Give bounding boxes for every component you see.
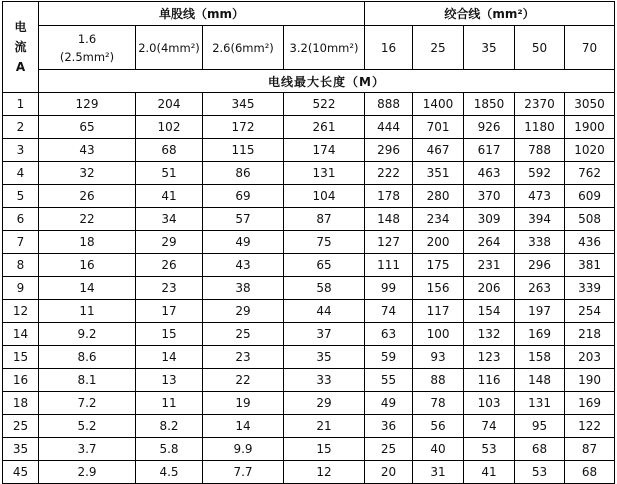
length-cell: 7.7	[203, 461, 284, 484]
length-cell: 701	[413, 116, 464, 139]
length-cell: 154	[464, 300, 515, 323]
length-cell: 19	[203, 392, 284, 415]
length-cell: 174	[284, 139, 365, 162]
length-cell: 9.2	[39, 323, 136, 346]
stranded-size-header: 70	[565, 26, 615, 70]
length-cell: 102	[136, 116, 203, 139]
length-cell: 5.8	[136, 438, 203, 461]
length-cell: 20	[365, 461, 413, 484]
single-size-header: 3.2(10mm²)	[284, 26, 365, 70]
current-value-cell: 7	[3, 231, 39, 254]
length-cell: 197	[515, 300, 565, 323]
length-cell: 34	[136, 208, 203, 231]
current-value-cell: 25	[3, 415, 39, 438]
length-cell: 7.2	[39, 392, 136, 415]
length-cell: 463	[464, 162, 515, 185]
table-row	[3, 93, 615, 116]
stranded-size-header: 35	[464, 26, 515, 70]
length-cell: 22	[39, 208, 136, 231]
current-value-cell: 5	[3, 185, 39, 208]
current-value-cell: 16	[3, 369, 39, 392]
max-length-band: 电线最大长度（M）	[39, 70, 615, 93]
table-row	[3, 231, 615, 254]
length-cell: 95	[515, 415, 565, 438]
length-cell: 156	[413, 277, 464, 300]
length-cell: 29	[203, 300, 284, 323]
length-cell: 111	[365, 254, 413, 277]
length-cell: 16	[39, 254, 136, 277]
length-cell: 116	[464, 369, 515, 392]
length-cell: 231	[464, 254, 515, 277]
length-cell: 56	[413, 415, 464, 438]
length-cell: 190	[565, 369, 615, 392]
length-cell: 123	[464, 346, 515, 369]
length-cell: 370	[464, 185, 515, 208]
length-cell: 15	[284, 438, 365, 461]
length-cell: 169	[565, 392, 615, 415]
length-cell: 88	[413, 369, 464, 392]
length-cell: 99	[365, 277, 413, 300]
length-cell: 26	[39, 185, 136, 208]
length-cell: 1850	[464, 93, 515, 116]
current-value-cell: 12	[3, 300, 39, 323]
length-cell: 394	[515, 208, 565, 231]
length-cell: 40	[413, 438, 464, 461]
length-cell: 15	[136, 323, 203, 346]
length-cell: 100	[413, 323, 464, 346]
length-cell: 131	[284, 162, 365, 185]
length-cell: 74	[365, 300, 413, 323]
length-cell: 218	[565, 323, 615, 346]
length-cell: 33	[284, 369, 365, 392]
length-cell: 25	[365, 438, 413, 461]
length-cell: 93	[413, 346, 464, 369]
length-cell: 43	[203, 254, 284, 277]
current-value-cell: 18	[3, 392, 39, 415]
length-cell: 31	[413, 461, 464, 484]
length-cell: 65	[39, 116, 136, 139]
length-cell: 129	[39, 93, 136, 116]
table-row	[3, 369, 615, 392]
length-cell: 23	[203, 346, 284, 369]
length-cell: 21	[284, 415, 365, 438]
length-cell: 172	[203, 116, 284, 139]
length-cell: 3.7	[39, 438, 136, 461]
length-cell: 131	[515, 392, 565, 415]
length-cell: 63	[365, 323, 413, 346]
length-cell: 296	[365, 139, 413, 162]
table-row	[3, 392, 615, 415]
length-cell: 55	[365, 369, 413, 392]
length-cell: 338	[515, 231, 565, 254]
length-cell: 351	[413, 162, 464, 185]
length-cell: 592	[515, 162, 565, 185]
length-cell: 5.2	[39, 415, 136, 438]
length-cell: 234	[413, 208, 464, 231]
length-cell: 74	[464, 415, 515, 438]
current-value-cell: 8	[3, 254, 39, 277]
current-value-cell: 45	[3, 461, 39, 484]
length-cell: 32	[39, 162, 136, 185]
wire-length-table	[2, 1, 615, 484]
length-cell: 264	[464, 231, 515, 254]
length-cell: 37	[284, 323, 365, 346]
length-cell: 1900	[565, 116, 615, 139]
stranded-header: 绞合线（mm²）	[365, 2, 615, 26]
length-cell: 58	[284, 277, 365, 300]
length-cell: 115	[203, 139, 284, 162]
length-cell: 473	[515, 185, 565, 208]
length-cell: 467	[413, 139, 464, 162]
length-cell: 104	[284, 185, 365, 208]
length-cell: 13	[136, 369, 203, 392]
table-row	[3, 162, 615, 185]
table-row	[3, 139, 615, 162]
table-row	[3, 277, 615, 300]
current-value-cell: 15	[3, 346, 39, 369]
length-cell: 29	[284, 392, 365, 415]
length-cell: 206	[464, 277, 515, 300]
length-cell: 926	[464, 116, 515, 139]
length-cell: 17	[136, 300, 203, 323]
table-row	[3, 208, 615, 231]
length-cell: 222	[365, 162, 413, 185]
stranded-size-header: 16	[365, 26, 413, 70]
length-cell: 59	[365, 346, 413, 369]
length-cell: 175	[413, 254, 464, 277]
length-cell: 57	[203, 208, 284, 231]
current-value-cell: 3	[3, 139, 39, 162]
length-cell: 38	[203, 277, 284, 300]
length-cell: 23	[136, 277, 203, 300]
length-cell: 263	[515, 277, 565, 300]
stranded-size-header: 25	[413, 26, 464, 70]
length-cell: 69	[203, 185, 284, 208]
length-cell: 436	[565, 231, 615, 254]
table-row	[3, 116, 615, 139]
current-value-cell: 4	[3, 162, 39, 185]
length-cell: 309	[464, 208, 515, 231]
table-row	[3, 185, 615, 208]
length-cell: 200	[413, 231, 464, 254]
current-value-cell: 9	[3, 277, 39, 300]
length-cell: 14	[203, 415, 284, 438]
length-cell: 762	[565, 162, 615, 185]
length-cell: 296	[515, 254, 565, 277]
length-cell: 609	[565, 185, 615, 208]
length-cell: 53	[464, 438, 515, 461]
length-cell: 888	[365, 93, 413, 116]
current-value-cell: 1	[3, 93, 39, 116]
length-cell: 345	[203, 93, 284, 116]
length-cell: 169	[515, 323, 565, 346]
length-cell: 11	[39, 300, 136, 323]
length-cell: 86	[203, 162, 284, 185]
length-cell: 117	[413, 300, 464, 323]
length-cell: 68	[565, 461, 615, 484]
current-value-cell: 2	[3, 116, 39, 139]
length-cell: 1400	[413, 93, 464, 116]
length-cell: 280	[413, 185, 464, 208]
single-size-header: 2.0(4mm²)	[136, 26, 203, 70]
length-cell: 203	[565, 346, 615, 369]
length-cell: 8.1	[39, 369, 136, 392]
length-cell: 261	[284, 116, 365, 139]
length-cell: 127	[365, 231, 413, 254]
current-value-cell: 6	[3, 208, 39, 231]
table-row	[3, 461, 615, 484]
length-cell: 9.9	[203, 438, 284, 461]
length-cell: 788	[515, 139, 565, 162]
length-cell: 43	[39, 139, 136, 162]
length-cell: 12	[284, 461, 365, 484]
length-cell: 26	[136, 254, 203, 277]
table-row	[3, 254, 615, 277]
length-cell: 339	[565, 277, 615, 300]
length-cell: 381	[565, 254, 615, 277]
length-cell: 41	[464, 461, 515, 484]
length-cell: 2.9	[39, 461, 136, 484]
table-row	[3, 438, 615, 461]
length-cell: 254	[565, 300, 615, 323]
current-value-cell: 14	[3, 323, 39, 346]
length-cell: 14	[39, 277, 136, 300]
table-row	[3, 346, 615, 369]
table-row	[3, 415, 615, 438]
length-cell: 25	[203, 323, 284, 346]
single-size-header: 2.6(6mm²)	[203, 26, 284, 70]
table-row	[3, 300, 615, 323]
length-cell: 41	[136, 185, 203, 208]
length-cell: 49	[365, 392, 413, 415]
length-cell: 68	[515, 438, 565, 461]
length-cell: 87	[565, 438, 615, 461]
length-cell: 508	[565, 208, 615, 231]
length-cell: 22	[203, 369, 284, 392]
length-cell: 444	[365, 116, 413, 139]
length-cell: 44	[284, 300, 365, 323]
length-cell: 103	[464, 392, 515, 415]
length-cell: 53	[515, 461, 565, 484]
length-cell: 122	[565, 415, 615, 438]
length-cell: 2370	[515, 93, 565, 116]
current-value-cell: 35	[3, 438, 39, 461]
length-cell: 8.2	[136, 415, 203, 438]
length-cell: 4.5	[136, 461, 203, 484]
current-header: 电 流 A	[3, 2, 39, 93]
length-cell: 204	[136, 93, 203, 116]
stranded-size-header: 50	[515, 26, 565, 70]
length-cell: 148	[515, 369, 565, 392]
length-cell: 11	[136, 392, 203, 415]
length-cell: 35	[284, 346, 365, 369]
length-cell: 14	[136, 346, 203, 369]
length-cell: 68	[136, 139, 203, 162]
length-cell: 65	[284, 254, 365, 277]
length-cell: 75	[284, 231, 365, 254]
length-cell: 1020	[565, 139, 615, 162]
length-cell: 3050	[565, 93, 615, 116]
length-cell: 8.6	[39, 346, 136, 369]
single-size-header: 1.6 (2.5mm²)	[39, 26, 136, 70]
length-cell: 148	[365, 208, 413, 231]
length-cell: 49	[203, 231, 284, 254]
length-cell: 158	[515, 346, 565, 369]
length-cell: 78	[413, 392, 464, 415]
single-strand-header: 单股线（mm）	[39, 2, 365, 26]
length-cell: 132	[464, 323, 515, 346]
length-cell: 36	[365, 415, 413, 438]
length-cell: 29	[136, 231, 203, 254]
length-cell: 178	[365, 185, 413, 208]
length-cell: 617	[464, 139, 515, 162]
length-cell: 1180	[515, 116, 565, 139]
length-cell: 18	[39, 231, 136, 254]
table-row	[3, 323, 615, 346]
length-cell: 87	[284, 208, 365, 231]
length-cell: 522	[284, 93, 365, 116]
length-cell: 51	[136, 162, 203, 185]
